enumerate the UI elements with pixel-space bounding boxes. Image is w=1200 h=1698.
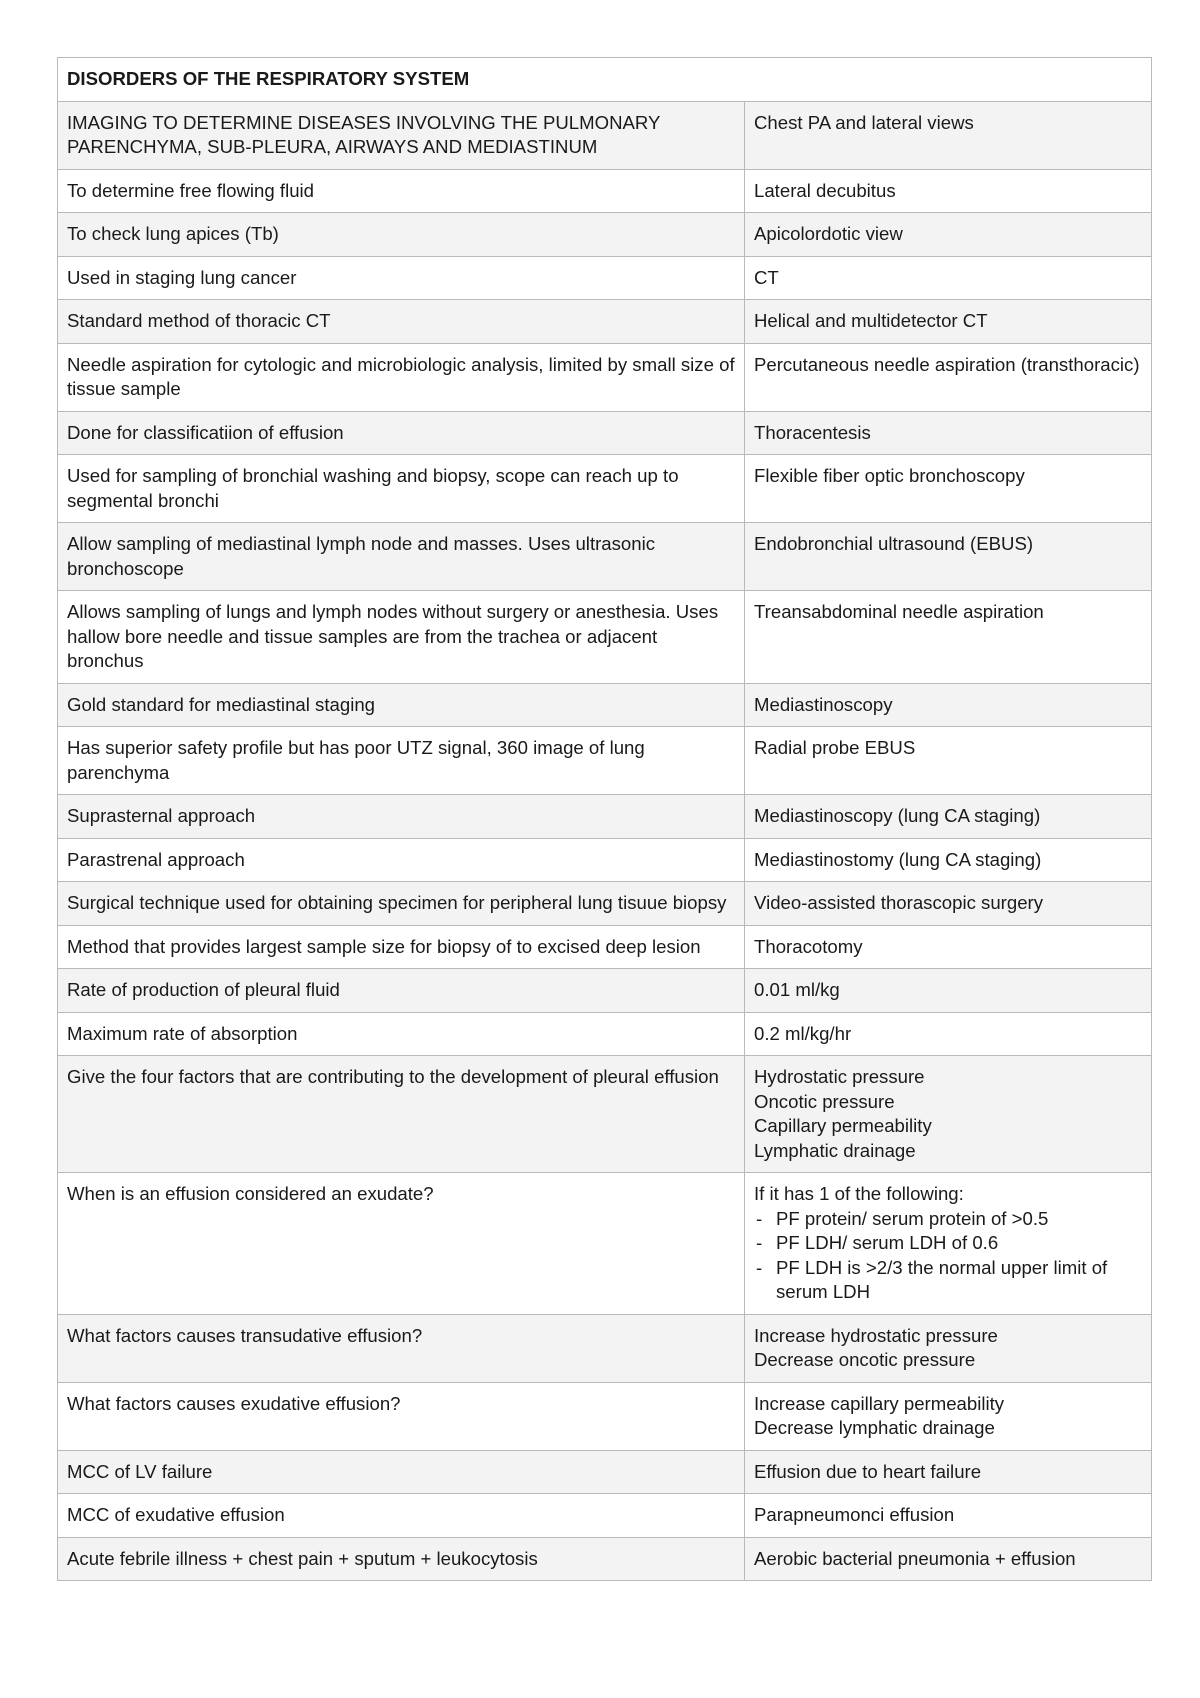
answer-intro: If it has 1 of the following: bbox=[754, 1183, 964, 1204]
answer-cell: Mediastinoscopy (lung CA staging) bbox=[745, 795, 1152, 839]
table-row bbox=[58, 343, 1152, 411]
table-row bbox=[58, 1173, 1152, 1315]
question-cell: Method that provides largest sample size for biopsy of to excised deep lesion bbox=[58, 925, 745, 969]
question-cell: When is an effusion considered an exudate? bbox=[58, 1173, 745, 1315]
table-row bbox=[58, 1494, 1152, 1538]
question-cell: Used in staging lung cancer bbox=[58, 256, 745, 300]
table-row bbox=[58, 1382, 1152, 1450]
answer-cell bbox=[745, 1382, 1152, 1450]
answer-line: Oncotic pressure bbox=[754, 1090, 895, 1112]
table-row bbox=[58, 795, 1152, 839]
answer-line: Increase hydrostatic pressure bbox=[754, 1324, 998, 1346]
question-cell: Suprasternal approach bbox=[58, 795, 745, 839]
table-title: DISORDERS OF THE RESPIRATORY SYSTEM bbox=[58, 58, 1152, 102]
question-cell: Acute febrile illness + chest pain + sputum + leukocytosis bbox=[58, 1537, 745, 1581]
respiratory-qa-table bbox=[57, 57, 1152, 1581]
answer-cell: Percutaneous needle aspiration (transthoracic) bbox=[745, 343, 1152, 411]
table-row bbox=[58, 727, 1152, 795]
table-row bbox=[58, 591, 1152, 684]
question-cell: Parastrenal approach bbox=[58, 838, 745, 882]
answer-cell: Thoracotomy bbox=[745, 925, 1152, 969]
list-item-text: PF protein/ serum protein of >0.5 bbox=[776, 1207, 1049, 1229]
answer-cell: Parapneumonci effusion bbox=[745, 1494, 1152, 1538]
table-row bbox=[58, 1012, 1152, 1056]
question-cell: MCC of LV failure bbox=[58, 1450, 745, 1494]
table-row bbox=[58, 523, 1152, 591]
table-row bbox=[58, 411, 1152, 455]
answer-cell bbox=[745, 1056, 1152, 1173]
list-item bbox=[754, 1207, 1142, 1232]
answer-cell: 0.01 ml/kg bbox=[745, 969, 1152, 1013]
table-row bbox=[58, 256, 1152, 300]
question-cell: MCC of exudative effusion bbox=[58, 1494, 745, 1538]
answer-cell bbox=[745, 1173, 1152, 1315]
table-row bbox=[58, 169, 1152, 213]
answer-cell: Effusion due to heart failure bbox=[745, 1450, 1152, 1494]
question-cell: Maximum rate of absorption bbox=[58, 1012, 745, 1056]
answer-cell: Video-assisted thorascopic surgery bbox=[745, 882, 1152, 926]
document-page bbox=[57, 57, 1151, 1581]
answer-cell: Aerobic bacterial pneumonia + effusion bbox=[745, 1537, 1152, 1581]
answer-cell: Mediastinoscopy bbox=[745, 683, 1152, 727]
exudate-criteria-list bbox=[754, 1207, 1142, 1305]
answer-cell: CT bbox=[745, 256, 1152, 300]
answer-cell: 0.2 ml/kg/hr bbox=[745, 1012, 1152, 1056]
question-cell: Standard method of thoracic CT bbox=[58, 300, 745, 344]
answer-line: Decrease oncotic pressure bbox=[754, 1349, 976, 1370]
table-row bbox=[58, 213, 1152, 257]
table-row bbox=[58, 1314, 1152, 1382]
list-item-text: PF LDH is >2/3 the normal upper limit of serum LDH bbox=[776, 1256, 1108, 1302]
question-cell: Allow sampling of mediastinal lymph node and masses. Uses ultrasonic bronchoscope bbox=[58, 523, 745, 591]
list-item bbox=[754, 1231, 1142, 1256]
answer-cell: Lateral decubitus bbox=[745, 169, 1152, 213]
question-cell: Done for classificatiion of effusion bbox=[58, 411, 745, 455]
table-row bbox=[58, 101, 1152, 169]
answer-cell: Flexible fiber optic bronchoscopy bbox=[745, 455, 1152, 523]
question-cell: Surgical technique used for obtaining specimen for peripheral lung tisuue biopsy bbox=[58, 882, 745, 926]
answer-cell: Helical and multidetector CT bbox=[745, 300, 1152, 344]
answer-line: Lymphatic drainage bbox=[754, 1139, 916, 1161]
table-row bbox=[58, 882, 1152, 926]
list-item bbox=[754, 1256, 1142, 1305]
question-cell: Rate of production of pleural fluid bbox=[58, 969, 745, 1013]
question-cell: Used for sampling of bronchial washing and biopsy, scope can reach up to segmental bronchi bbox=[58, 455, 745, 523]
answer-cell: Radial probe EBUS bbox=[745, 727, 1152, 795]
table-header-row bbox=[58, 58, 1152, 102]
list-item-text: PF LDH/ serum LDH of 0.6 bbox=[776, 1232, 999, 1253]
answer-cell: Treansabdominal needle aspiration bbox=[745, 591, 1152, 684]
table-row bbox=[58, 925, 1152, 969]
question-cell: Give the four factors that are contributing to the development of pleural effusion bbox=[58, 1056, 745, 1173]
question-cell: Has superior safety profile but has poor UTZ signal, 360 image of lung parenchyma bbox=[58, 727, 745, 795]
answer-cell: Thoracentesis bbox=[745, 411, 1152, 455]
answer-cell: Endobronchial ultrasound (EBUS) bbox=[745, 523, 1152, 591]
question-cell: To check lung apices (Tb) bbox=[58, 213, 745, 257]
dash-bullet-icon: - bbox=[756, 1207, 763, 1229]
table-row bbox=[58, 1537, 1152, 1581]
answer-cell: Chest PA and lateral views bbox=[745, 101, 1152, 169]
question-cell: Needle aspiration for cytologic and microbiologic analysis, limited by small size of tissue sample bbox=[58, 343, 745, 411]
answer-line: Decrease lymphatic drainage bbox=[754, 1417, 995, 1438]
question-cell: Allows sampling of lungs and lymph nodes without surgery or anesthesia. Uses hallow bore needle and tissue samples are from the trachea or adjacent bronchus bbox=[58, 591, 745, 684]
table-row bbox=[58, 1450, 1152, 1494]
question-cell: What factors causes transudative effusion? bbox=[58, 1314, 745, 1382]
table-row bbox=[58, 1056, 1152, 1173]
table-row bbox=[58, 300, 1152, 344]
table-row bbox=[58, 455, 1152, 523]
answer-line: Increase capillary permeability bbox=[754, 1392, 1005, 1414]
table-row bbox=[58, 683, 1152, 727]
question-cell: What factors causes exudative effusion? bbox=[58, 1382, 745, 1450]
dash-bullet-icon: - bbox=[756, 1232, 763, 1253]
answer-cell bbox=[745, 1314, 1152, 1382]
table-row bbox=[58, 838, 1152, 882]
question-cell: To determine free flowing fluid bbox=[58, 169, 745, 213]
answer-line: Hydrostatic pressure bbox=[754, 1066, 925, 1087]
question-cell: IMAGING TO DETERMINE DISEASES INVOLVING THE PULMONARY PARENCHYMA, SUB-PLEURA, AIRWAYS AND MEDIASTINUM bbox=[58, 101, 745, 169]
answer-cell: Apicolordotic view bbox=[745, 213, 1152, 257]
dash-bullet-icon: - bbox=[756, 1256, 763, 1278]
question-cell: Gold standard for mediastinal staging bbox=[58, 683, 745, 727]
answer-cell: Mediastinostomy (lung CA staging) bbox=[745, 838, 1152, 882]
table-row bbox=[58, 969, 1152, 1013]
answer-line: Capillary permeability bbox=[754, 1115, 932, 1136]
